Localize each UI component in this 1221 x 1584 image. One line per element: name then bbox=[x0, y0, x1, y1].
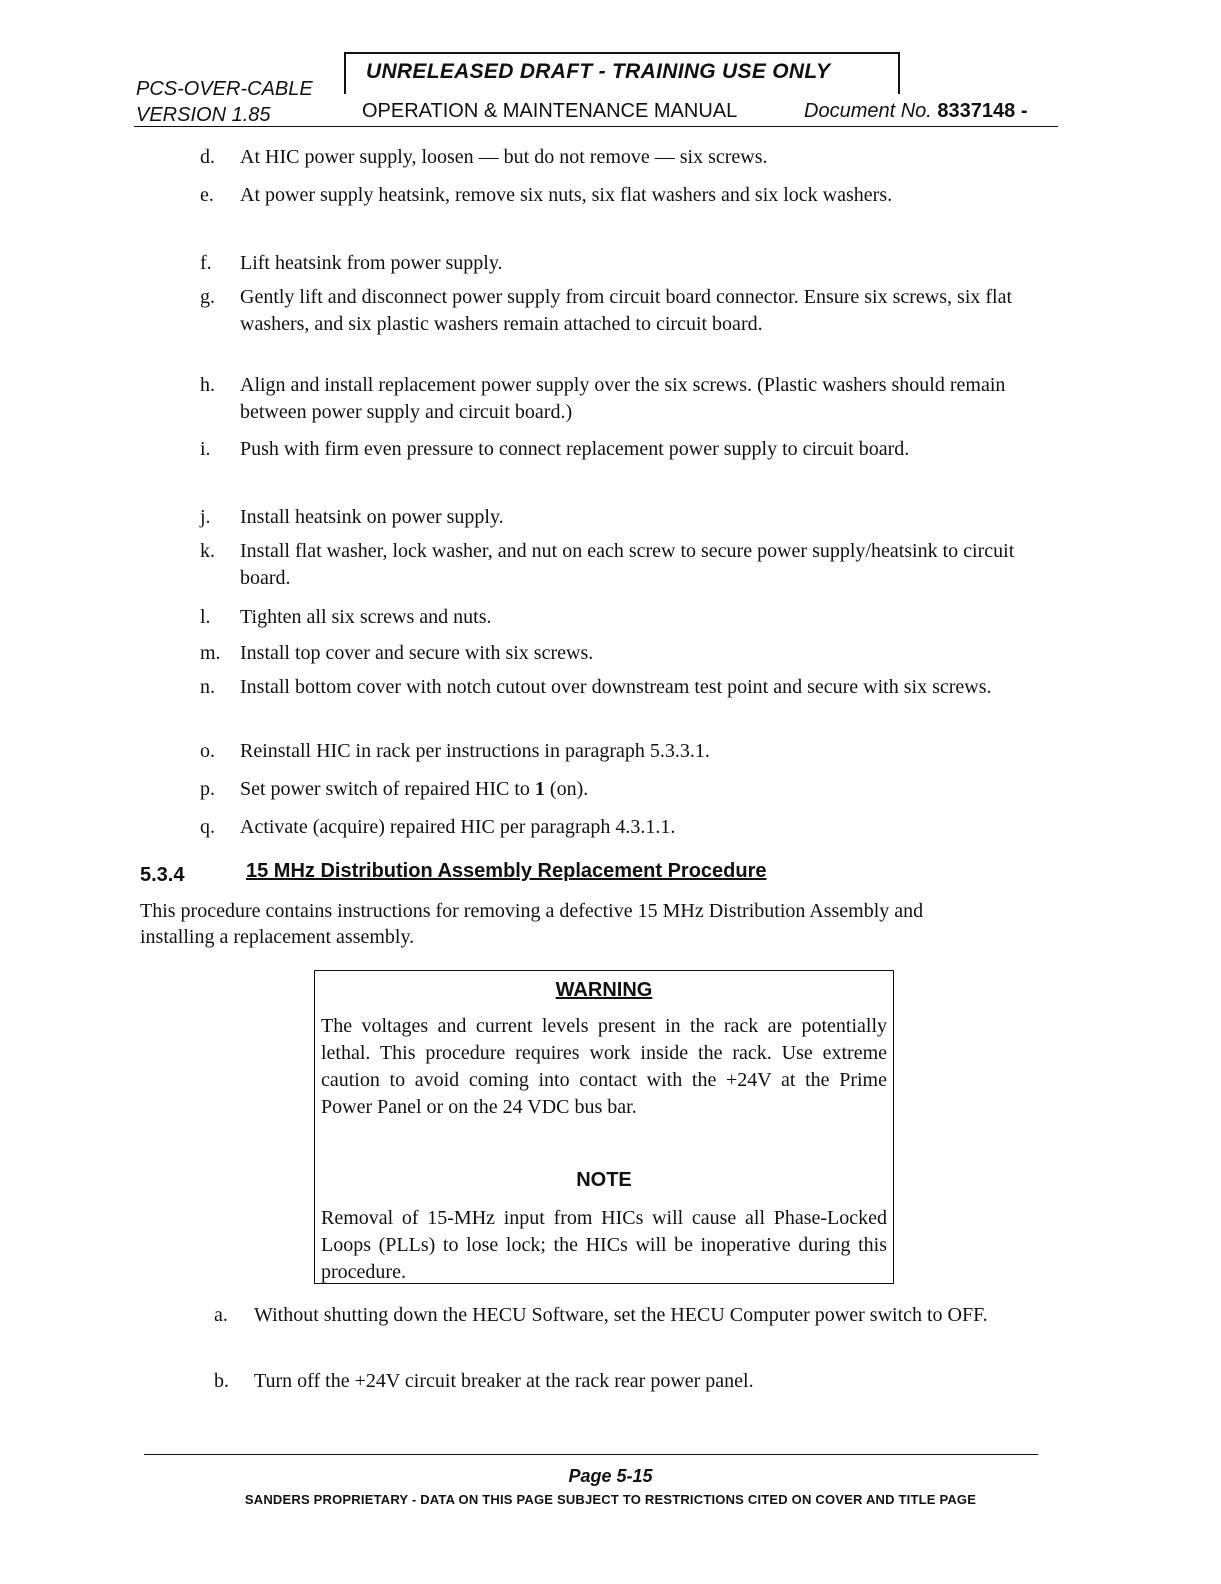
step-text: Install top cover and secure with six screws. bbox=[240, 642, 594, 664]
step-text: Install bottom cover with notch cutout over downstream test point and secure with six screws. bbox=[240, 676, 992, 698]
step-marker: q. bbox=[200, 816, 215, 838]
step-text: Install flat washer, lock washer, and nut on each screw to secure power supply/heatsink to circuit board. bbox=[240, 540, 1015, 589]
footer-rule bbox=[144, 1454, 1038, 1455]
warning-text: The voltages and current levels present in the rack are potentially lethal. This procedure requires work inside the rack. Use extreme caution to avoid coming into contact with the +24V at the Prime Power Panel or on the 24 VDC bus bar. bbox=[321, 1015, 887, 1118]
step-marker: n. bbox=[200, 676, 215, 698]
header-rule bbox=[134, 126, 1058, 127]
step-marker: m. bbox=[200, 642, 221, 664]
step-marker: o. bbox=[200, 740, 215, 762]
step-marker: h. bbox=[200, 374, 215, 396]
step-text: Activate (acquire) repaired HIC per paragraph 4.3.1.1. bbox=[240, 816, 676, 838]
step-marker: d. bbox=[200, 146, 215, 168]
doc-label: Document No. bbox=[804, 100, 932, 122]
step-marker: a. bbox=[214, 1304, 228, 1326]
step-text: Tighten all six screws and nuts. bbox=[240, 606, 492, 628]
switch-position: 1 bbox=[534, 778, 545, 800]
step-marker: l. bbox=[200, 606, 211, 628]
step-text-end: (on). bbox=[544, 778, 589, 800]
step-text: At HIC power supply, loosen — but do not remove — six screws. bbox=[240, 146, 768, 168]
step-text: Turn off the +24V circuit breaker at the rack rear power panel. bbox=[254, 1370, 754, 1392]
step-marker: f. bbox=[200, 252, 212, 274]
step-marker: j. bbox=[200, 506, 211, 528]
note-text: Removal of 15-MHz input from HICs will cause all Phase-Locked Loops (PLLs) to lose lock; the HICs will be inoperative during this procedure. bbox=[321, 1207, 887, 1283]
warning-box bbox=[314, 970, 894, 1284]
note-title: NOTE bbox=[576, 1169, 632, 1191]
proprietary-notice: SANDERS PROPRIETARY - DATA ON THIS PAGE SUBJECT TO RESTRICTIONS CITED ON COVER AND TITLE PAGE bbox=[244, 1492, 977, 1507]
step-marker: b. bbox=[214, 1370, 229, 1392]
section-number: 5.3.4 bbox=[140, 864, 185, 886]
draft-banner: UNRELEASED DRAFT - TRAINING USE ONLY bbox=[366, 60, 831, 83]
step-text-start: Set power switch of repaired HIC to bbox=[240, 778, 535, 800]
step-text: Align and install replacement power supply over the six screws. (Plastic washers should remain between power supply and circuit board.) bbox=[240, 374, 1006, 423]
section-title: 15 MHz Distribution Assembly Replacement Procedure bbox=[246, 860, 767, 882]
header-manual-title: OPERATION & MAINTENANCE MANUAL bbox=[362, 100, 738, 122]
header-manual-line bbox=[362, 100, 1028, 123]
page-number: Page 5-15 bbox=[568, 1466, 653, 1486]
step-marker: e. bbox=[200, 184, 214, 206]
step-text: Without shutting down the HECU Software, set the HECU Computer power switch to OFF. bbox=[254, 1304, 988, 1326]
step-text: Reinstall HIC in rack per instructions in paragraph 5.3.3.1. bbox=[240, 740, 710, 762]
step-text: Push with firm even pressure to connect replacement power supply to circuit board. bbox=[240, 438, 910, 460]
step-marker: g. bbox=[200, 286, 215, 308]
step-text: At power supply heatsink, remove six nuts, six flat washers and six lock washers. bbox=[240, 184, 893, 206]
doc-number: 8337148 - bbox=[937, 100, 1028, 122]
step-text: Gently lift and disconnect power supply from circuit board connector. Ensure six screws, six flat washers, and six plastic washers remain attached to circuit board. bbox=[240, 286, 1013, 335]
header-product: PCS-OVER-CABLE bbox=[136, 78, 313, 100]
step-text: Install heatsink on power supply. bbox=[240, 506, 504, 528]
header-doc-number bbox=[804, 100, 1027, 123]
header-version: VERSION 1.85 bbox=[136, 104, 271, 126]
step-text: Lift heatsink from power supply. bbox=[240, 252, 503, 274]
step-marker: p. bbox=[200, 778, 215, 800]
step-text bbox=[240, 776, 1060, 803]
step-marker: k. bbox=[200, 540, 215, 562]
warning-title: WARNING bbox=[555, 979, 653, 1001]
section-intro: This procedure contains instructions for removing a defective 15 MHz Distribution Assembly and installing a replacement assembly. bbox=[140, 900, 924, 948]
step-marker: i. bbox=[200, 438, 211, 460]
